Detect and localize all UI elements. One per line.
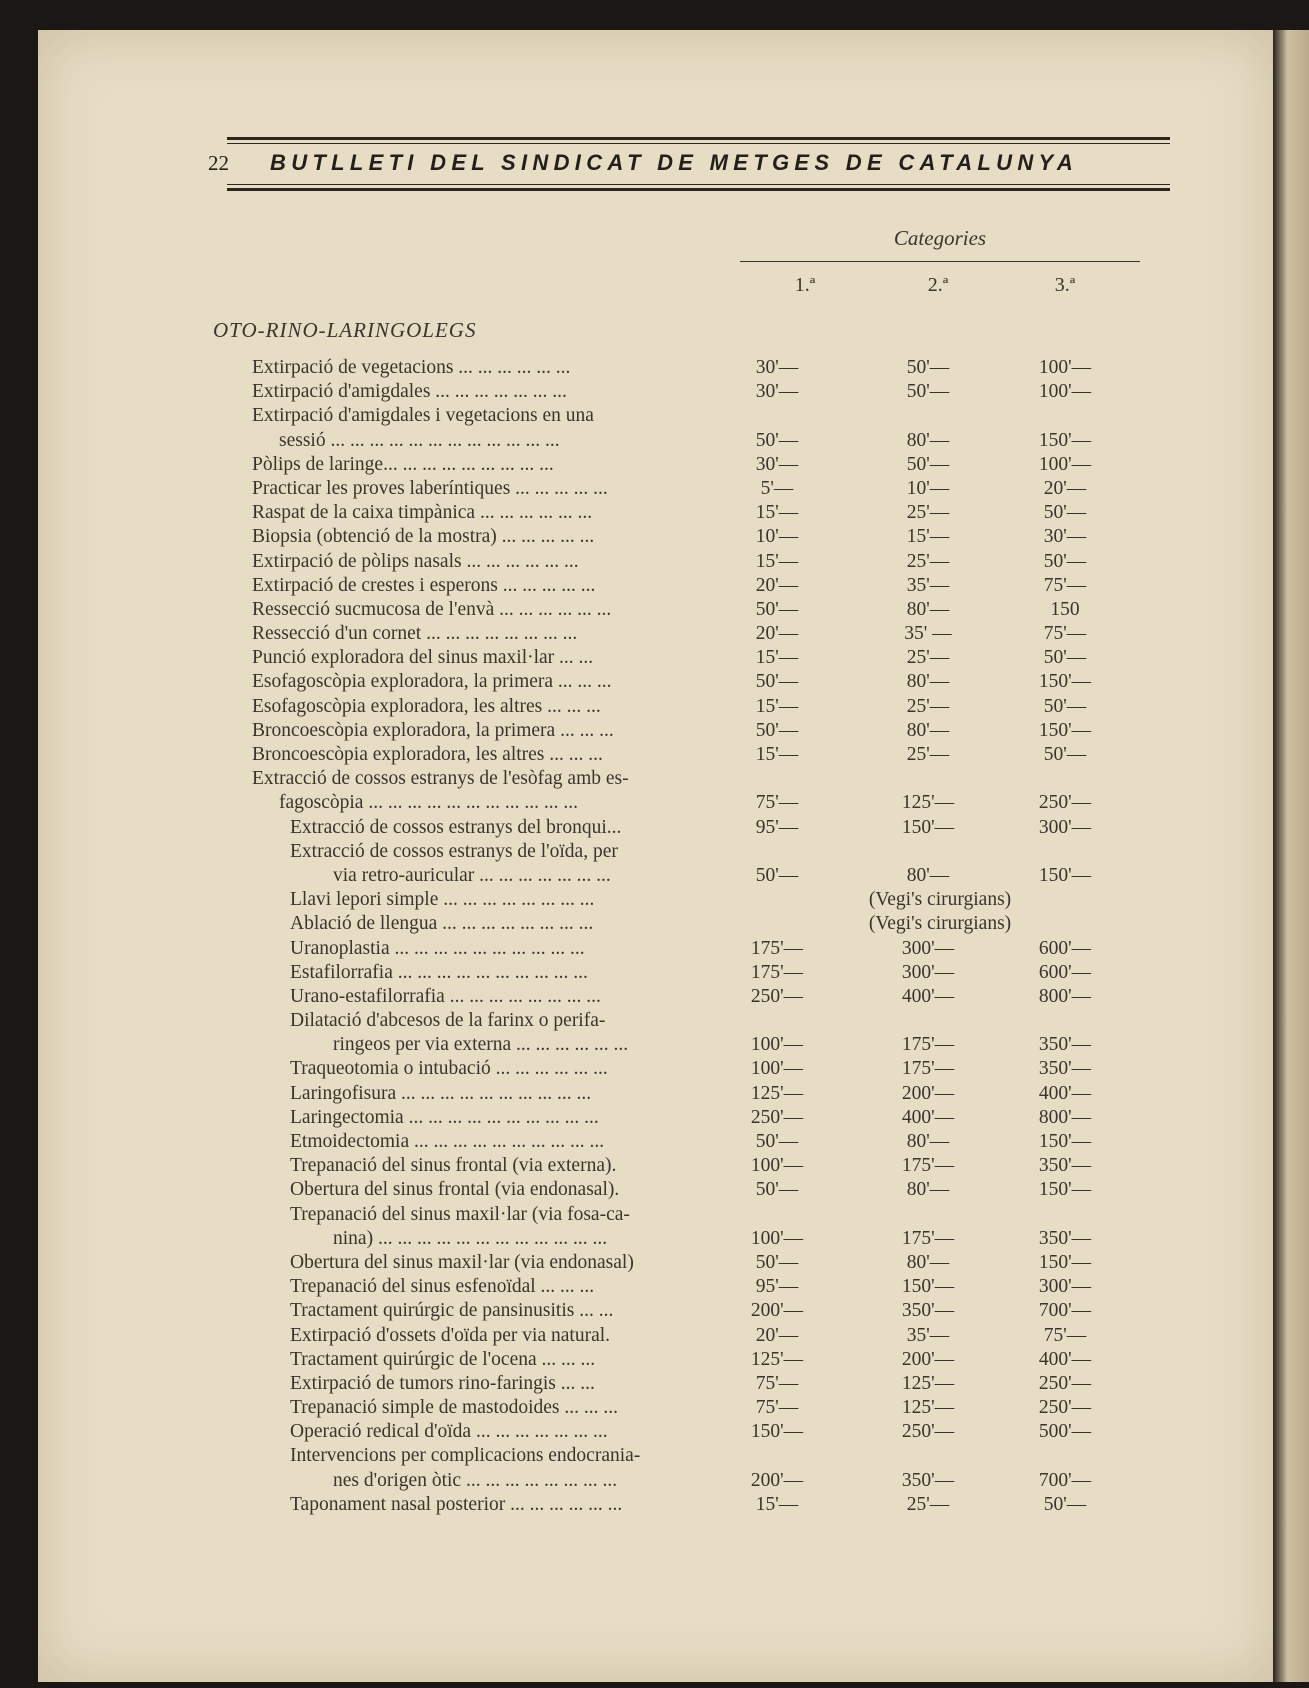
- fee-category-2: 150'—: [901, 1276, 955, 1298]
- procedure-label: Urano-estafilorrafia ... ... ... ... ... ... ... ...: [290, 985, 601, 1007]
- table-row: [0, 453, 1309, 477]
- fee-category-2: 25'—: [906, 744, 950, 765]
- fee-category-1: 150'—: [750, 1421, 804, 1443]
- procedure-label: Dilatació d'abcesos de la farinx o perifa-: [290, 1010, 606, 1032]
- procedure-label: fagoscòpia ... ... ... ... ... ... ... ... ... ... ...: [279, 792, 578, 814]
- fee-category-1: 100'—: [750, 1058, 804, 1080]
- fee-category-2: 175'—: [901, 1155, 955, 1177]
- table-row: [0, 525, 1309, 549]
- fee-category-3: 300'—: [1038, 816, 1092, 838]
- fee-category-2: 200'—: [901, 1348, 955, 1370]
- fee-category-2: 25'—: [906, 647, 950, 669]
- procedure-label: Trepanació del sinus esfenoïdal ... ... ...: [290, 1276, 595, 1298]
- fee-category-3: 150'—: [1038, 1131, 1092, 1152]
- journal-title: BUTLLETI DEL SINDICAT DE METGES DE CATALUNYA: [270, 150, 1079, 175]
- fee-category-1: 15'—: [755, 1493, 799, 1515]
- see-reference-note: (Vegi's cirurgians): [868, 889, 1012, 911]
- fee-category-2: 35'—: [906, 1324, 950, 1346]
- procedure-label: Punció exploradora del sinus maxil·lar ... ...: [252, 647, 594, 669]
- table-row: [0, 961, 1309, 985]
- fee-category-3: 350'—: [1038, 1227, 1092, 1249]
- fee-category-3: 75'—: [1043, 1324, 1087, 1346]
- fee-category-2: 175'—: [901, 1058, 955, 1080]
- table-row: [0, 840, 1309, 864]
- categories-title: Categories: [893, 226, 987, 250]
- procedure-label: Ressecció d'un cornet ... ... ... ... ... ... ... ...: [252, 623, 578, 645]
- procedure-label: Tractament quirúrgic de l'ocena ... ... ...: [290, 1348, 596, 1370]
- fee-category-2: 350'—: [901, 1300, 955, 1322]
- table-row: [0, 404, 1309, 428]
- fee-category-2: 80'—: [906, 1251, 950, 1273]
- table-row: [0, 719, 1309, 743]
- fee-category-1: 100'—: [750, 1155, 804, 1177]
- procedure-label: Etmoidectomia ... ... ... ... ... ... ... ... ... ...: [290, 1131, 605, 1152]
- fee-category-2: 80'—: [906, 598, 950, 620]
- procedure-label: Laringofisura ... ... ... ... ... ... ... ... ... ...: [290, 1082, 592, 1104]
- table-row: [0, 622, 1309, 646]
- see-reference-note: (Vegi's cirurgians): [868, 913, 1012, 935]
- procedure-label: Laringectomia ... ... ... ... ... ... ... ... ... ...: [290, 1106, 599, 1128]
- table-row: [0, 1348, 1309, 1372]
- fee-category-3: 150'—: [1038, 1179, 1092, 1201]
- fee-category-3: 800'—: [1038, 985, 1092, 1007]
- fee-category-3: 300'—: [1038, 1276, 1092, 1298]
- fee-category-2: 35' —: [904, 623, 952, 645]
- table-row: [0, 1444, 1309, 1468]
- fee-category-1: 200'—: [750, 1300, 804, 1322]
- fee-category-2: 125'—: [901, 792, 955, 814]
- table-row: [0, 1299, 1309, 1323]
- procedure-label: Extirpació d'ossets d'oïda per via natural.: [290, 1324, 611, 1346]
- fee-category-2: 300'—: [901, 961, 955, 983]
- fee-category-3: 50'—: [1043, 502, 1087, 524]
- fee-category-2: 80'—: [906, 429, 950, 451]
- fee-category-1: 100'—: [750, 1227, 804, 1249]
- fee-category-1: 30'—: [755, 357, 799, 378]
- table-row: [0, 598, 1309, 622]
- fee-category-1: 125'—: [750, 1082, 804, 1104]
- procedure-label: Taponament nasal posterior ... ... ... ... ... ...: [290, 1493, 623, 1515]
- procedure-label: sessió ... ... ... ... ... ... ... ... ... ... ... ...: [279, 429, 560, 451]
- procedure-label: Trepanació del sinus maxil·lar (via fosa-ca-: [290, 1203, 630, 1225]
- fee-category-1: 75'—: [755, 1397, 799, 1419]
- procedure-label: Llavi lepori simple ... ... ... ... ... ... ... ...: [290, 889, 595, 911]
- fee-category-1: 50'—: [755, 719, 799, 741]
- table-row: [0, 1057, 1309, 1081]
- table-row: [0, 791, 1309, 815]
- table-row: [0, 816, 1309, 840]
- fee-category-2: 25'—: [906, 1493, 950, 1515]
- fee-category-2: 200'—: [901, 1082, 955, 1104]
- fee-category-1: 15'—: [755, 502, 799, 524]
- fee-category-2: 250'—: [901, 1421, 955, 1443]
- procedure-label: Extracció de cossos estranys de l'esòfag amb es-: [252, 768, 629, 790]
- fee-category-3: 250'—: [1038, 1397, 1092, 1419]
- procedure-label: Obertura del sinus maxil·lar (via endonasal): [290, 1251, 634, 1273]
- fee-category-3: 150'—: [1038, 1251, 1092, 1273]
- fee-category-3: 20'—: [1043, 477, 1087, 499]
- fee-category-2: 175'—: [901, 1034, 955, 1056]
- fee-category-1: 100'—: [750, 1034, 804, 1056]
- fee-category-3: 50'—: [1043, 550, 1087, 572]
- fee-category-2: 80'—: [906, 671, 950, 693]
- table-row: [0, 429, 1309, 453]
- procedure-label: Extirpació de tumors rino-faringis ... ...: [290, 1372, 595, 1394]
- table-row: [0, 1106, 1309, 1130]
- fee-category-2: 10'—: [906, 477, 950, 499]
- procedure-label: Obertura del sinus frontal (via endonasal).: [290, 1179, 620, 1201]
- table-row: [0, 1154, 1309, 1178]
- table-row: [0, 695, 1309, 719]
- fee-category-3: 500'—: [1038, 1421, 1092, 1443]
- procedure-label: Esofagoscòpia exploradora, les altres ... ... ...: [252, 695, 601, 717]
- procedure-label: Practicar les proves laberíntiques ... ... ... ... ...: [252, 477, 608, 499]
- procedure-label: via retro-auricular ... ... ... ... ... ... ...: [333, 864, 611, 886]
- procedure-label: Extirpació de crestes i esperons ... ... ... ... ...: [252, 574, 596, 596]
- fee-category-1: 30'—: [755, 381, 799, 403]
- fee-category-2: 125'—: [901, 1397, 955, 1419]
- categories-rule: [740, 261, 1140, 262]
- fee-category-2: 400'—: [901, 985, 955, 1007]
- fee-category-1: 250'—: [750, 985, 804, 1007]
- fee-category-1: 20'—: [755, 623, 799, 645]
- table-row: [0, 1275, 1309, 1299]
- table-row: [0, 743, 1309, 767]
- fee-category-2: 25'—: [906, 695, 950, 717]
- fee-category-1: 95'—: [755, 816, 799, 838]
- fee-category-1: 95'—: [755, 1276, 799, 1298]
- fee-category-3: 100'—: [1038, 453, 1092, 475]
- fee-category-2: 50'—: [906, 453, 950, 475]
- page-number: 22: [208, 150, 229, 175]
- fee-category-3: 400'—: [1038, 1348, 1092, 1370]
- fee-category-1: 175'—: [750, 937, 804, 959]
- table-row: [0, 767, 1309, 791]
- fee-category-1: 175'—: [750, 961, 804, 983]
- fee-category-2: 15'—: [906, 526, 950, 548]
- procedure-label: Extracció de cossos estranys de l'oïda, per: [290, 840, 618, 862]
- table-row: [0, 937, 1309, 961]
- procedure-label: Trepanació simple de mastodoides ... ... ...: [290, 1397, 619, 1419]
- fee-category-3: 700'—: [1038, 1300, 1092, 1322]
- procedure-label: Ablació de llengua ... ... ... ... ... ... ... ...: [290, 913, 594, 935]
- fee-category-2: 50'—: [906, 381, 950, 403]
- fee-table: [0, 356, 1309, 1517]
- fee-category-3: 50'—: [1043, 647, 1087, 669]
- fee-category-1: 20'—: [755, 1324, 799, 1346]
- fee-category-3: 30'—: [1043, 526, 1087, 548]
- fee-category-1: 50'—: [755, 864, 799, 886]
- procedure-label: Pòlips de laringe... ... ... ... ... ... ... ... ...: [252, 453, 554, 475]
- fee-category-1: 50'—: [755, 598, 799, 620]
- procedure-label: Esofagoscòpia exploradora, la primera ... ... ...: [252, 671, 612, 693]
- table-row: [0, 1033, 1309, 1057]
- fee-category-1: 75'—: [755, 792, 799, 814]
- procedure-label: Extirpació d'amigdales ... ... ... ... ... ... ...: [252, 381, 567, 403]
- table-row: [0, 574, 1309, 598]
- table-row: [0, 1324, 1309, 1348]
- procedure-label: Intervencions per complicacions endocrania-: [290, 1445, 641, 1467]
- procedure-label: Trepanació del sinus frontal (via externa).: [290, 1155, 617, 1177]
- fee-category-2: 80'—: [906, 1131, 950, 1152]
- table-row: [0, 550, 1309, 574]
- fee-category-1: 250'—: [750, 1106, 804, 1128]
- fee-category-3: 800'—: [1038, 1106, 1092, 1128]
- fee-category-3: 250'—: [1038, 1372, 1092, 1394]
- fee-category-2: 50'—: [906, 357, 950, 378]
- fee-category-1: 15'—: [755, 695, 799, 717]
- fee-category-2: 35'—: [906, 574, 950, 596]
- fee-category-3: 350'—: [1038, 1034, 1092, 1056]
- fee-category-1: 15'—: [755, 744, 799, 765]
- procedure-label: Tractament quirúrgic de pansinusitis ... ...: [290, 1300, 614, 1322]
- section-title: OTO-RINO-LARINGOLEGS: [213, 318, 477, 342]
- category-col-2: 2.ª: [927, 274, 949, 296]
- category-col-1: 1.ª: [794, 274, 816, 296]
- procedure-label: Biopsia (obtenció de la mostra) ... ... ... ... ...: [252, 526, 595, 548]
- fee-category-1: 75'—: [755, 1372, 799, 1394]
- fee-category-3: 50'—: [1043, 695, 1087, 717]
- table-row: [0, 1396, 1309, 1420]
- fee-category-3: 150'—: [1038, 864, 1092, 886]
- procedure-label: Extirpació de pòlips nasals ... ... ... ... ... ...: [252, 550, 579, 572]
- fee-category-2: 80'—: [906, 1179, 950, 1201]
- fee-category-1: 5'—: [760, 477, 794, 499]
- procedure-label: Operació redical d'oïda ... ... ... ... ... ... ...: [290, 1421, 608, 1443]
- table-row: [0, 1493, 1309, 1517]
- table-row: [0, 646, 1309, 670]
- table-row: [0, 477, 1309, 501]
- procedure-label: Traqueotomia o intubació ... ... ... ... ... ...: [290, 1058, 608, 1080]
- procedure-label: Estafilorrafia ... ... ... ... ... ... ... ... ... ...: [290, 961, 588, 983]
- table-row: [0, 888, 1309, 912]
- fee-category-2: 80'—: [906, 864, 950, 886]
- fee-category-3: 50'—: [1043, 744, 1087, 765]
- fee-category-2: 300'—: [901, 937, 955, 959]
- fee-category-3: 75'—: [1043, 623, 1087, 645]
- procedure-label: Raspat de la caixa timpànica ... ... ... ... ... ...: [252, 502, 593, 524]
- fee-category-3: 350'—: [1038, 1155, 1092, 1177]
- fee-category-2: 175'—: [901, 1227, 955, 1249]
- fee-category-3: 75'—: [1043, 574, 1087, 596]
- fee-category-1: 50'—: [755, 429, 799, 451]
- table-row: [0, 1420, 1309, 1444]
- fee-category-1: 50'—: [755, 671, 799, 693]
- table-row: [0, 985, 1309, 1009]
- procedure-label: Broncoescòpia exploradora, les altres ... ... ...: [252, 744, 603, 765]
- procedure-label: Extracció de cossos estranys del bronqui...: [290, 816, 622, 838]
- table-row: [0, 1251, 1309, 1275]
- table-row: [0, 380, 1309, 404]
- fee-category-3: 150'—: [1038, 719, 1092, 741]
- category-col-3: 3.ª: [1054, 274, 1076, 296]
- fee-category-1: 50'—: [755, 1251, 799, 1273]
- fee-category-2: 150'—: [901, 816, 955, 838]
- procedure-label: Extirpació de vegetacions ... ... ... ... ... ...: [252, 357, 571, 378]
- procedure-label: nina) ... ... ... ... ... ... ... ... ... ... ... ...: [333, 1227, 608, 1249]
- fee-category-3: 350'—: [1038, 1058, 1092, 1080]
- fee-category-1: 50'—: [755, 1179, 799, 1201]
- table-row: [0, 1372, 1309, 1396]
- procedure-label: nes d'origen òtic ... ... ... ... ... ... ... ...: [333, 1469, 618, 1491]
- procedure-label: ringeos per via externa ... ... ... ... ... ...: [333, 1034, 629, 1056]
- table-row: [0, 1130, 1309, 1154]
- table-row: [0, 912, 1309, 936]
- fee-category-2: 125'—: [901, 1372, 955, 1394]
- fee-category-3: 400'—: [1038, 1082, 1092, 1104]
- fee-category-3: 600'—: [1038, 961, 1092, 983]
- fee-category-1: 20'—: [755, 574, 799, 596]
- procedure-label: Broncoescòpia exploradora, la primera ... ... ...: [252, 719, 614, 741]
- fee-category-2: 350'—: [901, 1469, 955, 1491]
- fee-category-3: 100'—: [1038, 357, 1092, 378]
- table-row: [0, 1227, 1309, 1251]
- fee-category-3: 250'—: [1038, 792, 1092, 814]
- fee-category-1: 125'—: [750, 1348, 804, 1370]
- table-row: [0, 670, 1309, 694]
- fee-category-2: 80'—: [906, 719, 950, 741]
- table-row: [0, 356, 1309, 380]
- fee-category-1: 200'—: [750, 1469, 804, 1491]
- procedure-label: Uranoplastia ... ... ... ... ... ... ... ... ... ...: [290, 937, 585, 959]
- table-row: [0, 864, 1309, 888]
- fee-category-3: 700'—: [1038, 1469, 1092, 1491]
- table-row: [0, 1469, 1309, 1493]
- fee-category-1: 30'—: [755, 453, 799, 475]
- fee-category-3: 600'—: [1038, 937, 1092, 959]
- fee-category-3: 50'—: [1043, 1493, 1087, 1515]
- fee-category-1: 10'—: [755, 526, 799, 548]
- fee-category-2: 400'—: [901, 1106, 955, 1128]
- fee-category-3: 150: [1050, 598, 1080, 620]
- fee-category-1: 50'—: [755, 1131, 799, 1152]
- fee-category-2: 25'—: [906, 550, 950, 572]
- fee-category-1: 15'—: [755, 550, 799, 572]
- table-row: [0, 1178, 1309, 1202]
- fee-category-3: 150'—: [1038, 671, 1092, 693]
- table-row: [0, 501, 1309, 525]
- table-row: [0, 1203, 1309, 1227]
- fee-category-3: 150'—: [1038, 429, 1092, 451]
- fee-category-1: 15'—: [755, 647, 799, 669]
- running-head: [208, 148, 1188, 178]
- table-row: [0, 1009, 1309, 1033]
- fee-category-3: 100'—: [1038, 381, 1092, 403]
- table-row: [0, 1082, 1309, 1106]
- fee-category-2: 25'—: [906, 502, 950, 524]
- procedure-label: Ressecció sucmucosa de l'envà ... ... ... ... ... ...: [252, 598, 612, 620]
- procedure-label: Extirpació d'amigdales i vegetacions en una: [252, 405, 594, 427]
